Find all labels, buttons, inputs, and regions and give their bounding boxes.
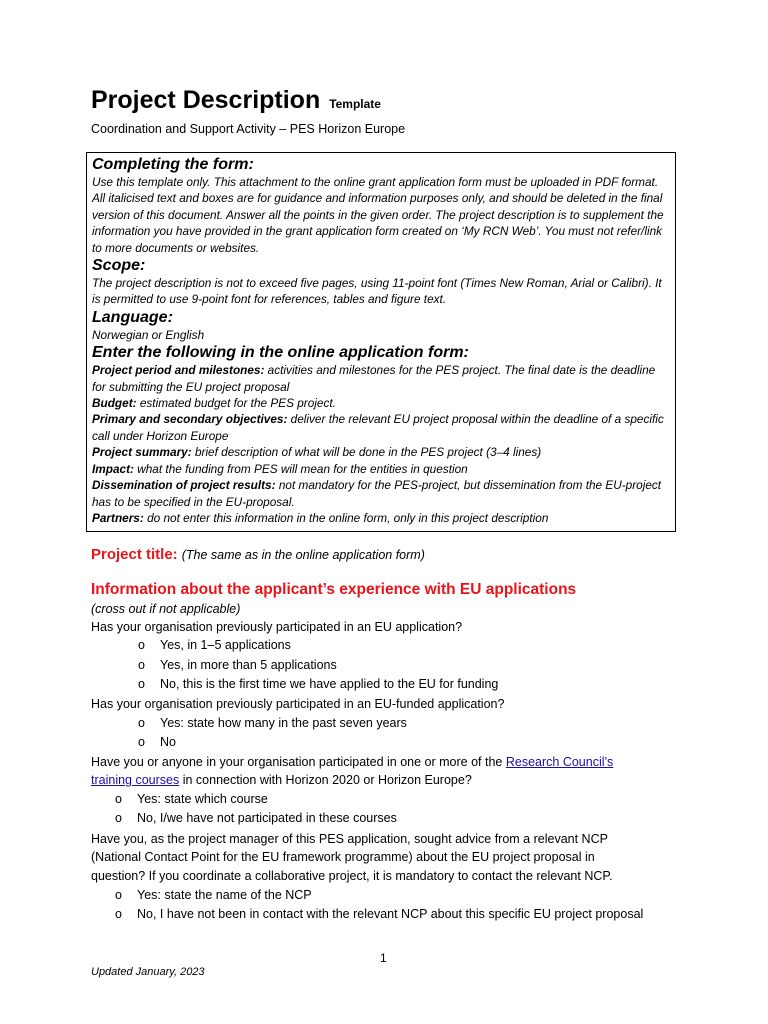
guide-item: Project summary: brief description of what will be done in the PES project (3–4 lines) bbox=[92, 445, 542, 460]
info-note: (cross out if not applicable) bbox=[91, 602, 241, 616]
training-courses-link[interactable]: Research Council’s bbox=[505, 755, 614, 769]
guide-item: Dissemination of project results: not mandatory for the PES-project, but dissemination from the EU-project has to be specified in the EU-proposal. bbox=[92, 478, 662, 509]
q1-option[interactable]: o Yes, in more than 5 applications bbox=[138, 658, 337, 672]
page-title bbox=[91, 86, 381, 115]
question-1: Has your organisation previously participated in an EU application? bbox=[91, 620, 463, 634]
completing-heading: Completing the form: bbox=[92, 156, 254, 173]
question-3-line-2: training courses in connection with Horizon 2020 or Horizon Europe? bbox=[91, 773, 472, 787]
language-heading: Language: bbox=[92, 308, 173, 326]
q2-option[interactable]: o Yes: state how many in the past seven years bbox=[138, 716, 407, 730]
guidance-box bbox=[86, 152, 676, 532]
q4-option[interactable]: o No, I have not been in contact with the relevant NCP about this specific EU project proposal bbox=[115, 907, 644, 921]
training-courses-link[interactable]: training courses bbox=[91, 773, 180, 787]
question-4-line: Have you, as the project manager of this PES application, sought advice from a relevant NCP bbox=[91, 832, 608, 846]
q4-option[interactable]: o Yes: state the name of the NCP bbox=[115, 888, 312, 902]
scope-text: The project description is not to exceed five pages, using 11-point font (Times New Roman, Arial or Calibri). It is permitted to use 9-point font for references, tables and figure text. bbox=[92, 276, 662, 307]
project-title-line bbox=[91, 546, 425, 563]
question-2: Has your organisation previously participated in an EU-funded application? bbox=[91, 697, 505, 711]
q3-option[interactable]: o No, I/we have not participated in these courses bbox=[115, 811, 397, 825]
question-4-line: question? If you coordinate a collaborative project, it is mandatory to contact the relevant NCP. bbox=[91, 869, 613, 883]
q1-option[interactable]: o No, this is the first time we have applied to the EU for funding bbox=[138, 677, 499, 691]
completing-text: Use this template only. This attachment to the online grant application form must be uploaded in PDF format. All italicised text and boxes are for guidance and information purposes only, and should be deleted in the final version of this document. Answer all the points in the given order. The project description is to supplement the information you have provided in the grant application form created on ‘My RCN Web’. You must not refer/link to more documents or websites. bbox=[92, 175, 664, 255]
footer-updated: Updated January, 2023 bbox=[91, 966, 205, 978]
q2-option[interactable]: o No bbox=[138, 735, 176, 749]
guide-item: Partners: do not enter this information in the online form, only in this project description bbox=[92, 510, 549, 525]
q3-option[interactable]: o Yes: state which course bbox=[115, 792, 268, 806]
enter-heading: Enter the following in the online application form: bbox=[92, 344, 469, 362]
guide-item: Impact: what the funding from PES will mean for the entities in question bbox=[92, 461, 468, 476]
title-main: Project Description bbox=[91, 86, 321, 114]
language-text: Norwegian or English bbox=[92, 327, 205, 342]
scope-heading: Scope: bbox=[92, 257, 146, 275]
page-subtitle: Coordination and Support Activity – PES Horizon Europe bbox=[91, 122, 406, 136]
q1-option[interactable]: o Yes, in 1–5 applications bbox=[138, 638, 291, 652]
question-3-line-1: Have you or anyone in your organisation participated in one or more of the Research Council’s bbox=[91, 755, 614, 769]
guide-item: Project period and milestones: activities and milestones for the PES project. The final date is the deadline for submitting the EU project proposal bbox=[92, 363, 656, 394]
project-title-note: (The same as in the online application form) bbox=[181, 548, 425, 562]
guide-item: Primary and secondary objectives: deliver the relevant EU project proposal within the deadline of a specific call under Horizon Europe bbox=[92, 412, 664, 443]
question-4-line: (National Contact Point for the EU framework programme) about the EU project proposal in bbox=[91, 850, 595, 864]
page-number: 1 bbox=[380, 951, 387, 965]
title-suffix: Template bbox=[329, 97, 381, 111]
guide-item: Budget: estimated budget for the PES project. bbox=[92, 396, 336, 411]
info-heading: Information about the applicant’s experience with EU applications bbox=[91, 581, 577, 598]
project-title-label: Project title: bbox=[91, 546, 178, 563]
